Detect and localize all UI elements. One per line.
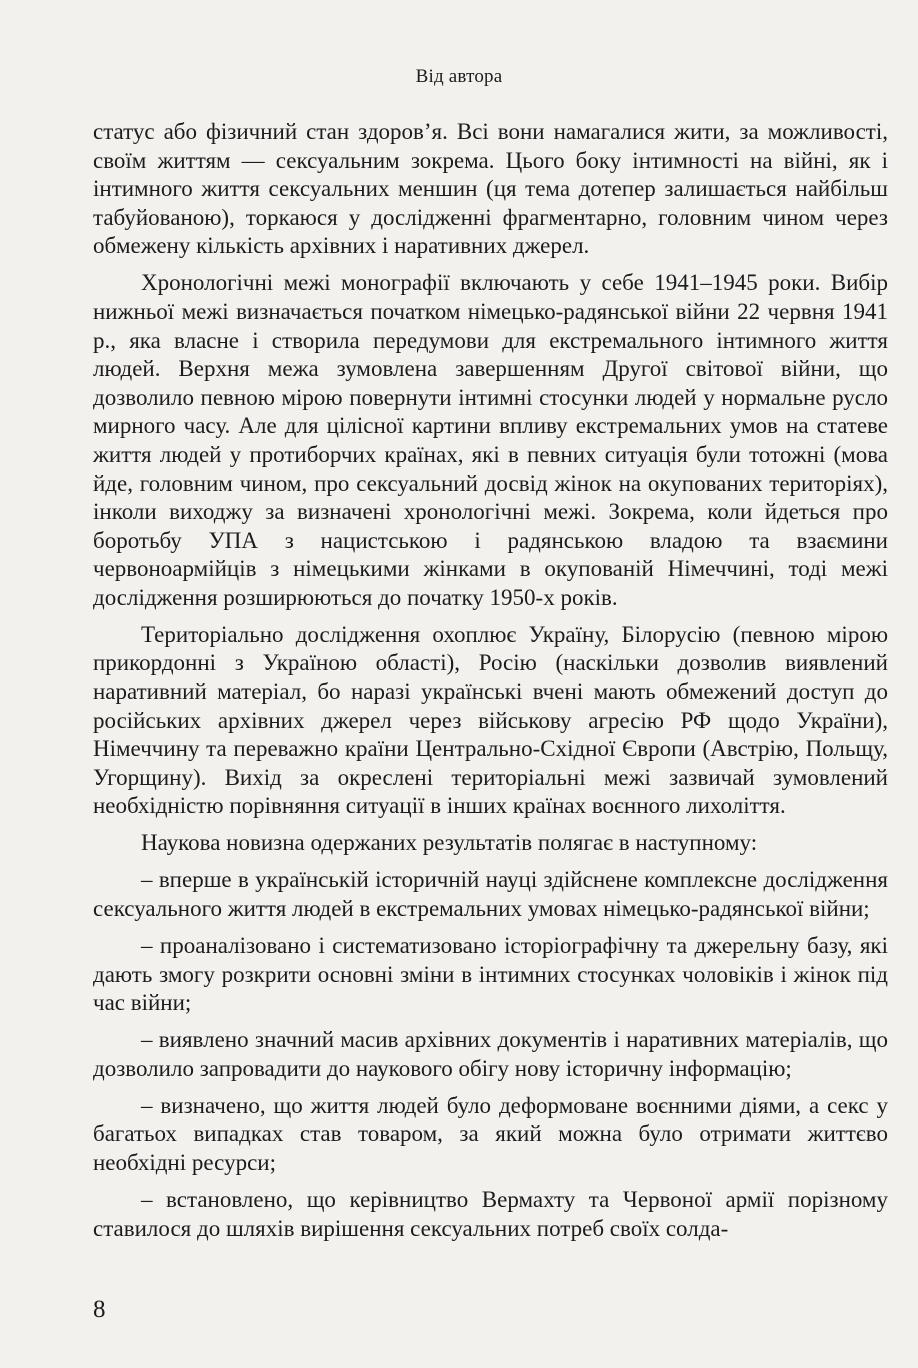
page-number: 8: [93, 1296, 106, 1323]
list-item-novelty: – вперше в українській історичній науці здійснене комплексне дослідження сексуального життя людей в екстремальних умовах німецько-радянської війни;: [93, 867, 888, 921]
paragraph-continuation: статус або фізичний стан здоров’я. Всі вони намагалися жити, за можливості, своїм життям — сексуальним зокрема. Цього боку інтимності на війні, як і інтимного життя сексуальних меншин (ця тема дотепер залишається найбільш табуйованою), торкаюся у дослідженні фрагментарно, головним чином через обмежену кількість архівних і наративних джерел.: [93, 119, 888, 259]
page-body: [93, 118, 888, 1251]
paragraph-chronology: Хронологічні межі монографії включають у себе 1941–1945 роки. Вибір нижньої межі визначається початком німецько-радянської війни 22 червня 1941 р., яка власне і створила передумови для екстремального інтимного життя людей. Верхня межа зумовлена завершенням Другої світової війни, що дозволило певною мірою повернути інтимні стосунки людей у нормальне русло мирного часу. Але для цілісної картини впливу екстремальних умов на статеве життя людей у протиборчих країнах, які в певних ситуація були тотожні (мова йде, головним чином, про сексуальний досвід жінок на окупованих територіях), інколи виходжу за визначені хронологічні межі. Зокрема, коли йдеться про боротьбу УПА з нацистською і радянською владою та взаємини червоноармійців з німецькими жінками в окупованій Німеччині, тоді межі дослідження розширюються до початку 1950-х років.: [93, 270, 888, 610]
paragraph-territory: Територіально дослідження охоплює Україну, Білорусію (певною мірою прикордонні з Україною області), Росію (наскільки дозволив виявлений наративний матеріал, бо наразі українські вчені мають обмежений доступ до російських архівних джерел через військову агресію РФ щодо України), Німеччину та переважно країни Центрально-Східної Європи (Австрію, Польщу, Угорщину). Вихід за окреслені територіальні межі зазвичай зумовлений необхідністю порівняння ситуації в інших країнах воєнного лихоліття.: [93, 621, 888, 819]
list-item-novelty: – визначено, що життя людей було деформоване воєнними діями, а секс у багатьох випадках став товаром, за який можна було отримати життєво необхідні ресурси;: [93, 1092, 888, 1175]
list-item-novelty: – встановлено, що керівництво Вермахту та Червоної армії порізному ставилося до шляхів вирішення сексуальних потреб своїх солда-: [93, 1186, 888, 1241]
running-header: Від автора: [415, 66, 503, 87]
list-item-novelty: – виявлено значний масив архівних документів і наративних матеріалів, що дозволило запровадити до наукового обігу нову історичну інформацію;: [93, 1027, 888, 1081]
list-item-novelty: – проаналізовано і систематизовано історіографічну та джерельну базу, які дають змогу розкрити основні зміни в інтимних стосунках чоловіків і жінок під час війни;: [93, 932, 888, 1016]
paragraph-novelty-intro: Наукова новизна одержаних результатів полягає в наступному:: [141, 830, 758, 856]
